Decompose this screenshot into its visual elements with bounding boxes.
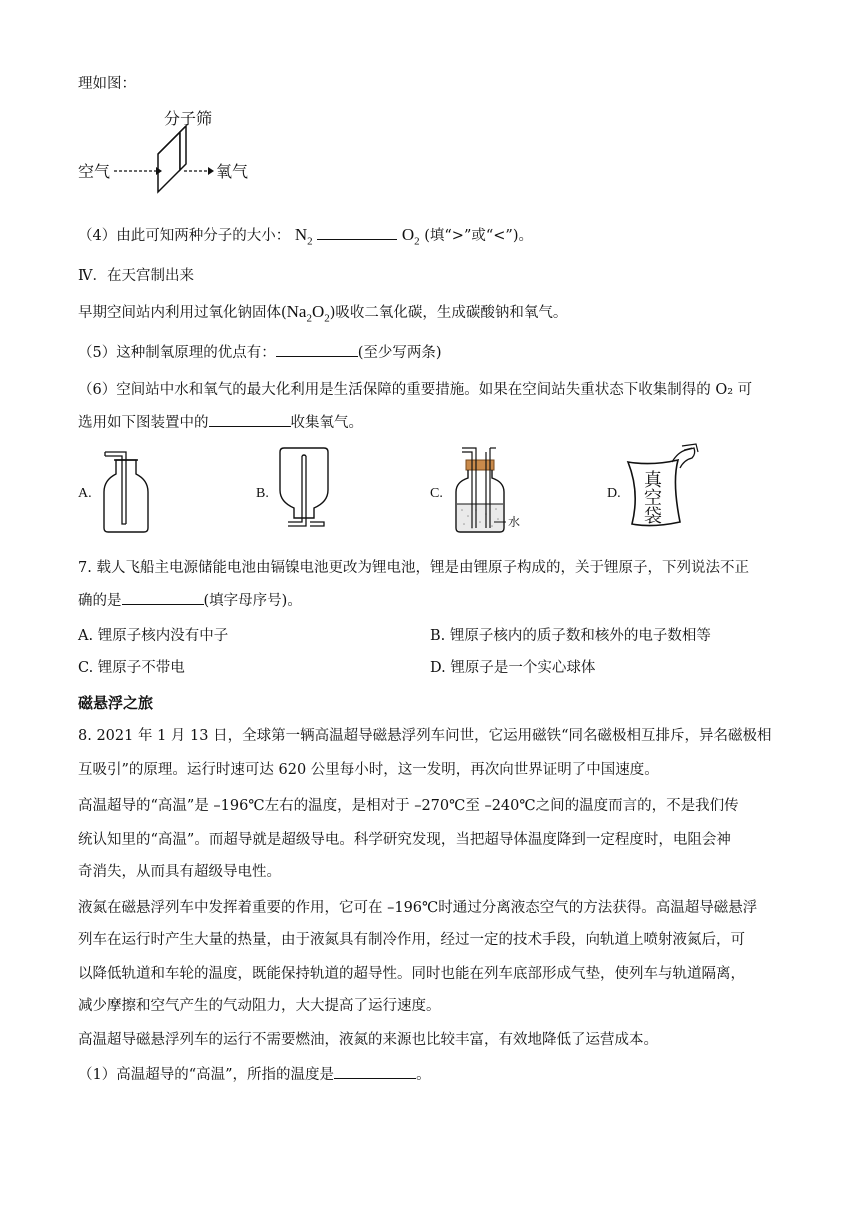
n2-symbol: N [294,225,308,244]
q7-option-a[interactable]: A. 锂原子核内没有中子 [78,628,229,644]
o-symbol: O [311,302,325,321]
apparatus-c-water-bottle [446,444,536,536]
bag-char-3: 袋 [644,506,662,527]
bag-char-2: 空 [644,488,662,509]
question-5 [78,342,442,363]
question-6-line2 [78,412,363,433]
q8-1-answer-blank[interactable] [334,1064,416,1079]
apparatus-b-label: B. [256,486,269,501]
q7-option-d[interactable]: D. 锂原子是一个实心球体 [430,660,596,676]
na-subscript: 2 [306,312,312,325]
q4-answer-blank[interactable] [317,225,397,240]
apparatus-d-vacuum-bag [622,442,702,542]
iv-text-after: )吸收二氧化碳，生成碳酸钠和氧气。 [329,305,568,321]
na-symbol: Na [286,302,307,321]
q7-answer-blank[interactable] [122,590,204,605]
question-7-line2 [78,590,302,611]
q4-prefix: （4）由此可知两种分子的大小： [78,228,291,244]
passage-line: 以降低轨道和车轮的温度，既能保持轨道的超导性。同时也能在列车底部形成气垫，使列车与轨道隔离， [78,966,745,982]
q7-suffix: (填字母序号)。 [203,593,302,609]
question-8-1 [78,1064,431,1085]
o2-symbol: O [401,225,415,244]
section-iv-text [78,302,567,328]
apparatus-a-label: A. [78,486,92,501]
intro-line: 理如图： [78,76,136,92]
sieve-label: 分子筛 [164,109,213,128]
iv-text-before: 早期空间站内利用过氧化钠固体( [78,305,287,321]
q7-prefix: 确的是 [78,593,122,609]
question-7-line1: 7. 载人飞船主电源储能电池由镉镍电池更改为锂电池，锂是由锂原子构成的，关于锂原子，下列说法不正 [78,560,749,576]
q5-prefix: （5）这种制氧原理的优点有： [78,345,276,361]
apparatus-c-label: C. [430,486,443,501]
o2-subscript: 2 [414,235,420,248]
o-subscript: 2 [324,312,330,325]
q7-option-c[interactable]: C. 锂原子不带电 [78,660,185,676]
section-title: 磁悬浮之旅 [78,694,154,712]
water-label: 水 [508,515,521,529]
q5-suffix: (至少写两条) [357,345,442,361]
passage-line: 统认知里的“高温”。而超导就是超级导电。科学研究发现，当把超导体温度降到一定程度时，电阻会神 [78,832,731,848]
passage-line: 列车在运行时产生大量的热量，由于液氮具有制冷作用，经过一定的技术手段，向轨道上喷射液氮后，可 [78,932,745,948]
air-label: 空气 [78,162,111,181]
n2-subscript: 2 [307,235,313,248]
passage-line: 奇消失，从而具有超级导电性。 [78,864,281,880]
passage-line: 液氮在磁悬浮列车中发挥着重要的作用，它可在 –196℃时通过分离液态空气的方法获得。高温超导磁悬浮 [78,900,758,916]
apparatus-b-inverted-bottle [274,446,334,536]
q8-1-suffix: 。 [416,1067,431,1083]
section-iv-heading: Ⅳ．在天宫制出来 [78,268,194,284]
apparatus-a-gas-bottle [98,448,158,534]
q4-suffix: (填“>”或“<”)。 [424,228,533,244]
bag-char-1: 真 [644,470,662,491]
oxygen-label: 氧气 [216,162,249,181]
passage-line: 高温超导的“高温”是 –196℃左右的温度，是相对于 –270℃至 –240℃之间的温度而言的，不是我们传 [78,798,739,814]
apparatus-d-label: D. [607,486,621,501]
passage-line: 互吸引”的原理。运行时速可达 620 公里每小时，这一发明，再次向世界证明了中国速度。 [78,762,659,778]
question-4 [78,225,533,251]
q6-prefix: 选用如下图装置中的 [78,415,209,431]
molecular-sieve-figure [76,104,276,194]
q6-answer-blank[interactable] [209,412,291,427]
passage-line: 高温超导磁悬浮列车的运行不需要燃油，液氮的来源也比较丰富，有效地降低了运营成本。 [78,1032,658,1048]
q5-answer-blank[interactable] [276,342,358,357]
q6-suffix: 收集氧气。 [290,415,363,431]
q8-1-prefix: （1）高温超导的“高温”，所指的温度是 [78,1067,335,1083]
q7-option-b[interactable]: B. 锂原子核内的质子数和核外的电子数相等 [430,628,711,644]
passage-line: 8. 2021 年 1 月 13 日，全球第一辆高温超导磁悬浮列车问世，它运用磁铁“同名磁极相互排斥，异名磁极相 [78,728,772,744]
passage-line: 减少摩擦和空气产生的气动阻力，大大提高了运行速度。 [78,998,441,1014]
question-6-line1: （6）空间站中水和氧气的最大化利用是生活保障的重要措施。如果在空间站失重状态下收集制得的 O₂ 可 [78,382,753,398]
